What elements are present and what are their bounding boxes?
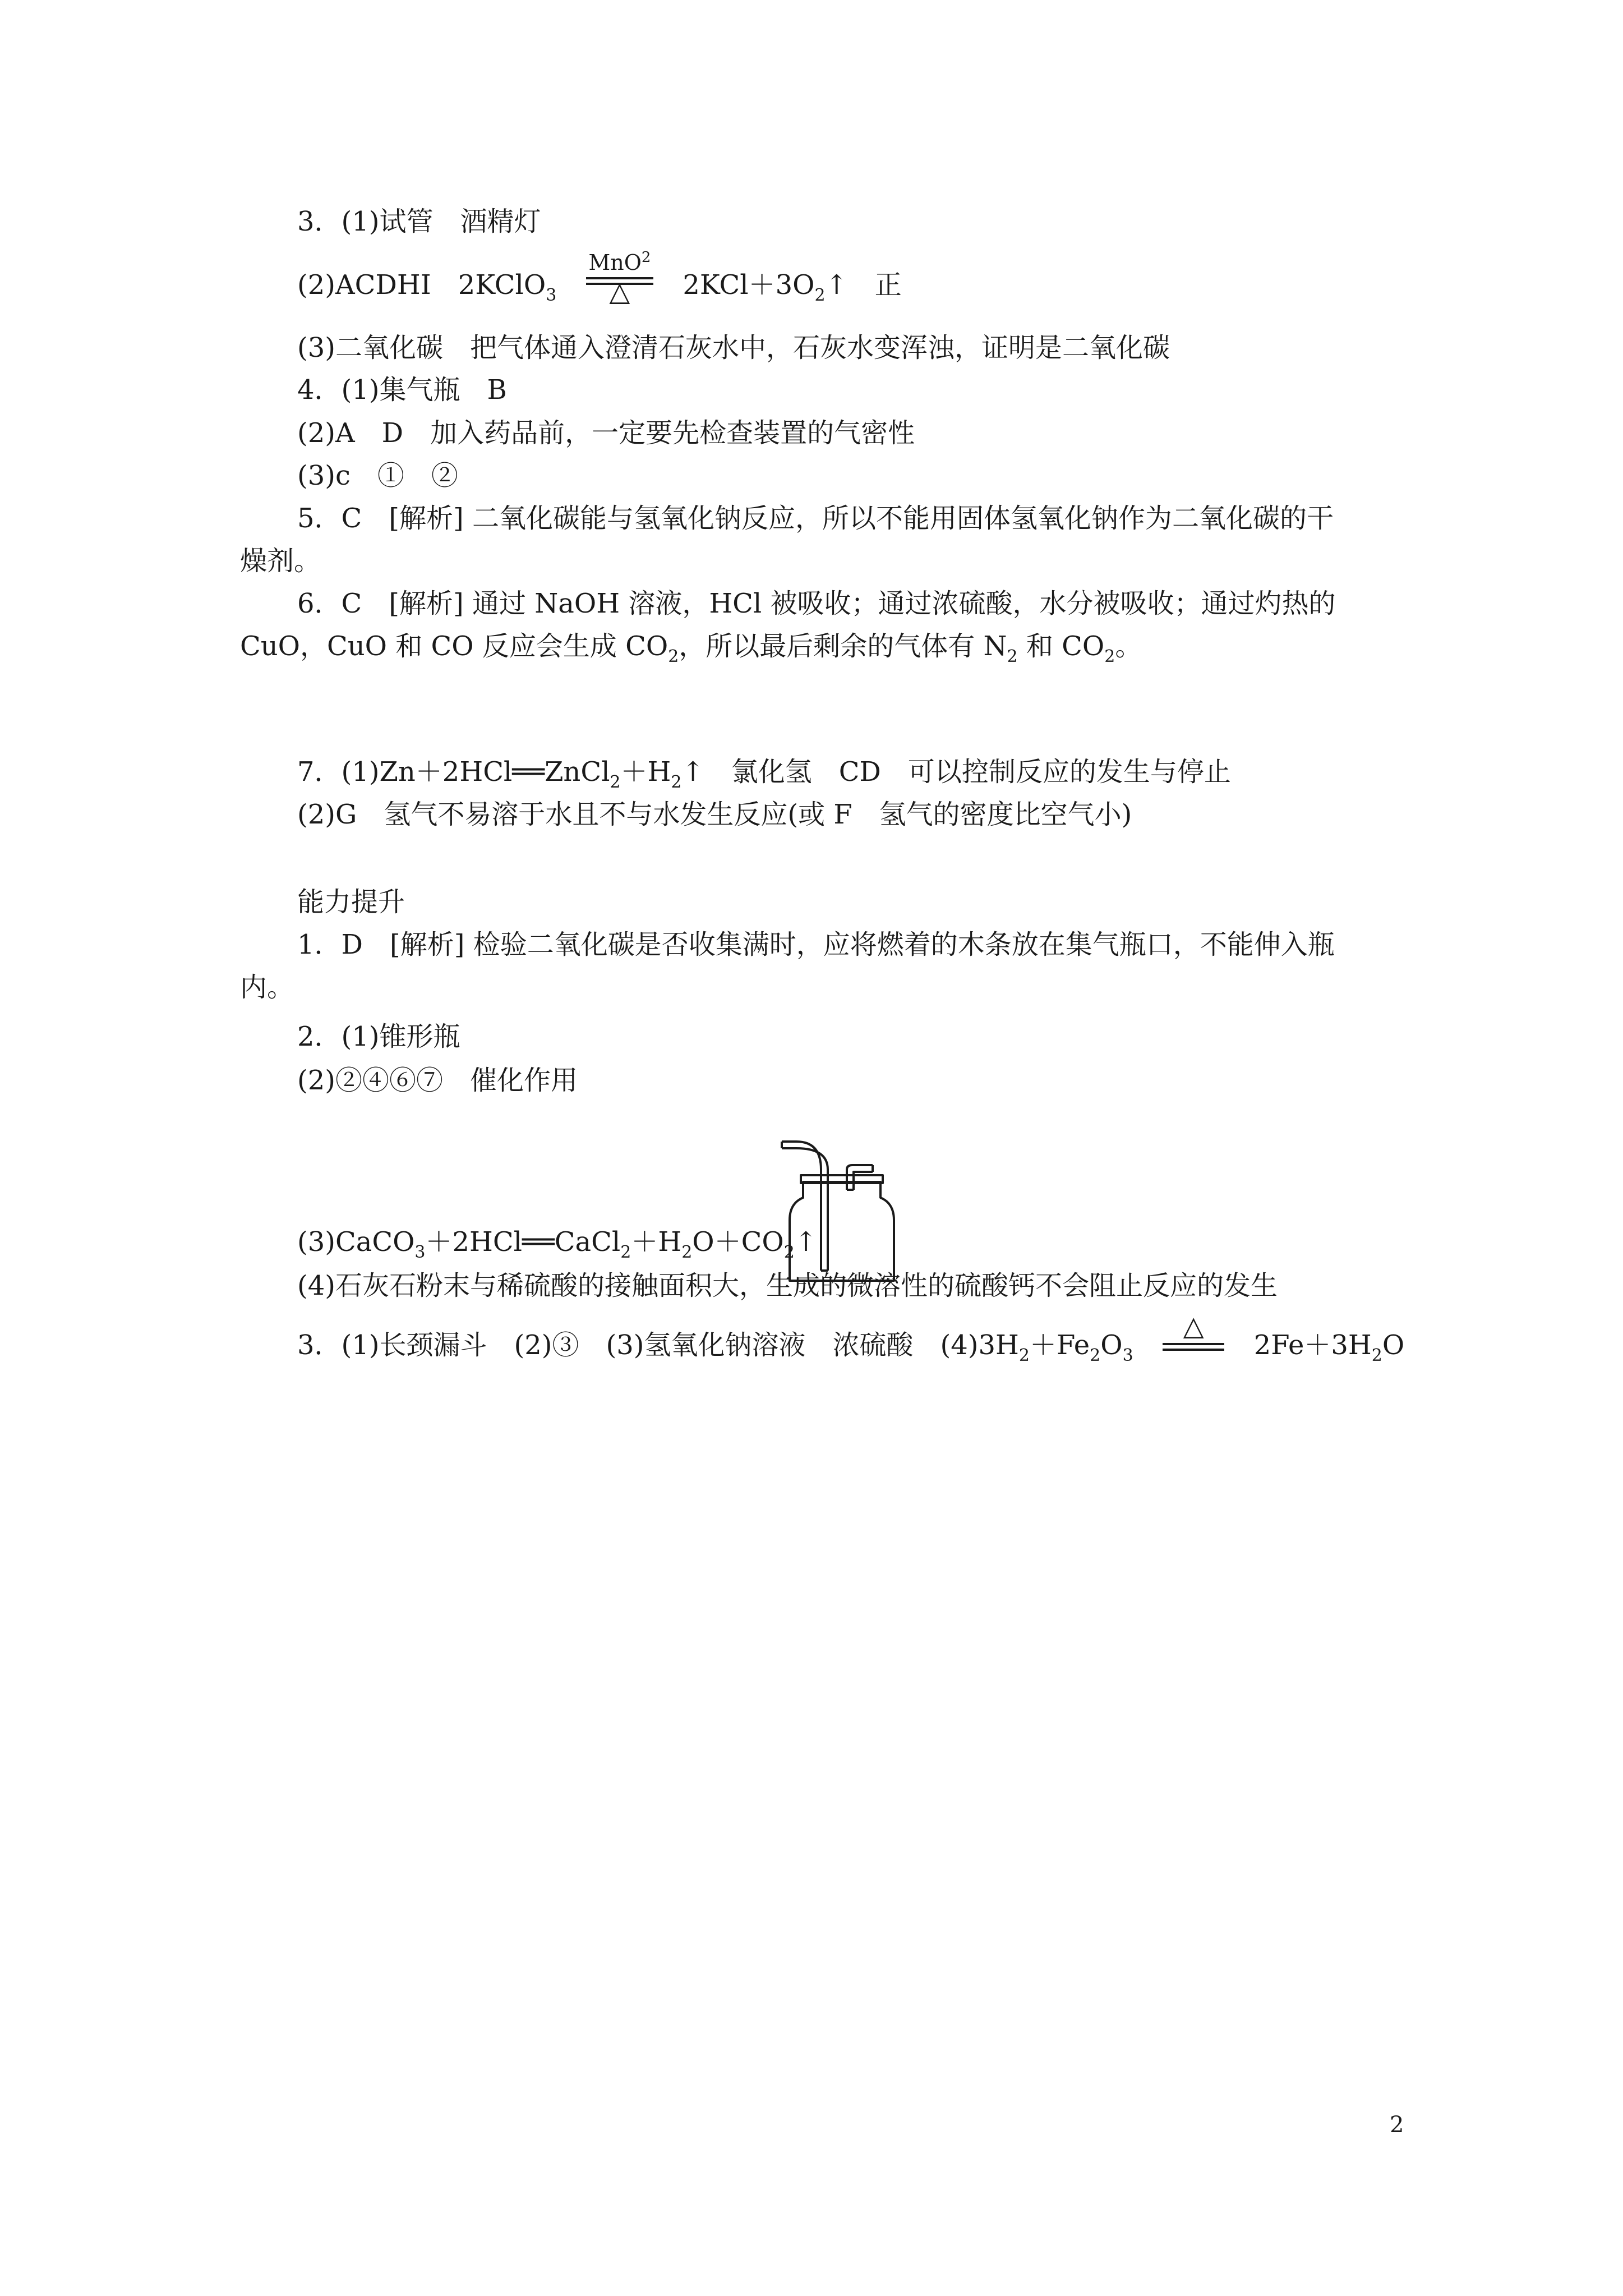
subscript: 3 bbox=[1122, 1346, 1133, 1365]
subscript: 3 bbox=[414, 1243, 426, 1262]
text: O＋CO bbox=[692, 1226, 784, 1258]
text: O bbox=[1382, 1329, 1405, 1361]
equal-sign-lower bbox=[1163, 1349, 1224, 1351]
subscript: 2 bbox=[668, 647, 679, 666]
text: ↑ 氯化氢 CD 可以控制反应的发生与停止 bbox=[681, 756, 1231, 788]
text: 和 CO bbox=[1017, 631, 1105, 662]
text: (2)ACDHI 2KClO bbox=[297, 269, 546, 301]
text: 2Fe＋3H bbox=[1253, 1329, 1372, 1361]
subscript: 2 bbox=[671, 772, 682, 792]
ability-answer-2-part-1: 2．(1)锥形瓶 bbox=[297, 1021, 460, 1052]
ability-answer-1-cont: 内。 bbox=[240, 972, 294, 1003]
subscript: 2 bbox=[814, 286, 826, 305]
text: O bbox=[1100, 1329, 1123, 1361]
subscript: 2 bbox=[681, 1243, 693, 1262]
gas-washing-bottle-icon bbox=[774, 1136, 909, 1287]
subscript: 2 bbox=[610, 772, 621, 792]
text: ↑ bbox=[794, 1226, 818, 1258]
heat-symbol: △ bbox=[609, 275, 630, 307]
text: ＋Fe bbox=[1030, 1329, 1090, 1361]
answer-6: 6．C [解析] 通过 NaOH 溶液，HCl 被吸收；通过浓硫酸，水分被吸收；通过灼热的 bbox=[297, 588, 1336, 619]
subscript: 2 bbox=[1018, 1346, 1030, 1365]
text: ＋H bbox=[631, 1226, 682, 1258]
text: 3．(1)长颈漏斗 (2)③ (3)氢氧化钠溶液 浓硫酸 (4)3H bbox=[297, 1329, 1019, 1361]
catalyst-label: MnO$^2$ bbox=[588, 249, 651, 275]
heat-symbol: △ bbox=[1183, 1310, 1204, 1342]
section-heading-ability: 能力提升 bbox=[297, 886, 405, 918]
page-number: 2 bbox=[1390, 2112, 1404, 2138]
text: CuO，CuO 和 CO 反应会生成 CO bbox=[240, 631, 668, 662]
answer-4-part-3: (3)c ① ② bbox=[297, 460, 458, 491]
subscript: 2 bbox=[1104, 647, 1115, 666]
reaction-condition bbox=[586, 249, 653, 307]
text: 2KCl＋3O bbox=[683, 269, 815, 301]
text: ，所以最后剩余的气体有 N bbox=[679, 631, 1007, 662]
answer-3-part-1: 3．(1)试管 酒精灯 bbox=[297, 206, 541, 237]
ability-answer-2-part-2: (2)②④⑥⑦ 催化作用 bbox=[297, 1065, 578, 1096]
subscript: 2 bbox=[1090, 1346, 1101, 1365]
ability-answer-3 bbox=[297, 1310, 1405, 1365]
text: 。 bbox=[1115, 631, 1142, 662]
ability-answer-2-part-3 bbox=[297, 1225, 818, 1262]
ability-answer-2-part-4: (4)石灰石粉末与稀硫酸的接触面积大，生成的微溶性的硫酸钙不会阻止反应的发生 bbox=[297, 1270, 1278, 1301]
text: ↑ 正 bbox=[825, 269, 902, 301]
subscript: 2 bbox=[620, 1243, 631, 1262]
answer-6-cont bbox=[240, 629, 1142, 666]
answer-5: 5．C [解析] 二氧化碳能与氢氧化钠反应，所以不能用固体氢氧化钠作为二氧化碳的干 bbox=[297, 503, 1334, 534]
answer-4-part-2: (2)A D 加入药品前，一定要先检查装置的气密性 bbox=[297, 417, 915, 449]
answer-7-part-1 bbox=[297, 755, 1231, 792]
text: 7．(1)Zn＋2HCl══ZnCl bbox=[297, 756, 610, 788]
answer-3-part-3: (3)二氧化碳 把气体通入澄清石灰水中，石灰水变浑浊，证明是二氧化碳 bbox=[297, 332, 1170, 364]
reaction-condition bbox=[1163, 1310, 1224, 1364]
answer-3-part-2 bbox=[297, 249, 902, 307]
text: (3)CaCO bbox=[297, 1226, 415, 1258]
ability-answer-1: 1．D [解析] 检验二氧化碳是否收集满时，应将燃着的木条放在集气瓶口，不能伸入瓶 bbox=[297, 929, 1335, 960]
answer-7-part-2: (2)G 氢气不易溶于水且不与水发生反应(或 F 氢气的密度比空气小) bbox=[297, 799, 1132, 830]
subscript: 2 bbox=[1371, 1346, 1382, 1365]
subscript: 3 bbox=[546, 286, 557, 305]
text: ＋2HCl══CaCl bbox=[425, 1226, 621, 1258]
equal-sign-upper bbox=[1163, 1343, 1224, 1345]
answer-4-part-1: 4．(1)集气瓶 B bbox=[297, 374, 507, 406]
subscript: 2 bbox=[783, 1243, 795, 1262]
subscript: 2 bbox=[1007, 647, 1018, 666]
answer-5-cont: 燥剂。 bbox=[240, 545, 321, 577]
text: ＋H bbox=[620, 756, 671, 788]
